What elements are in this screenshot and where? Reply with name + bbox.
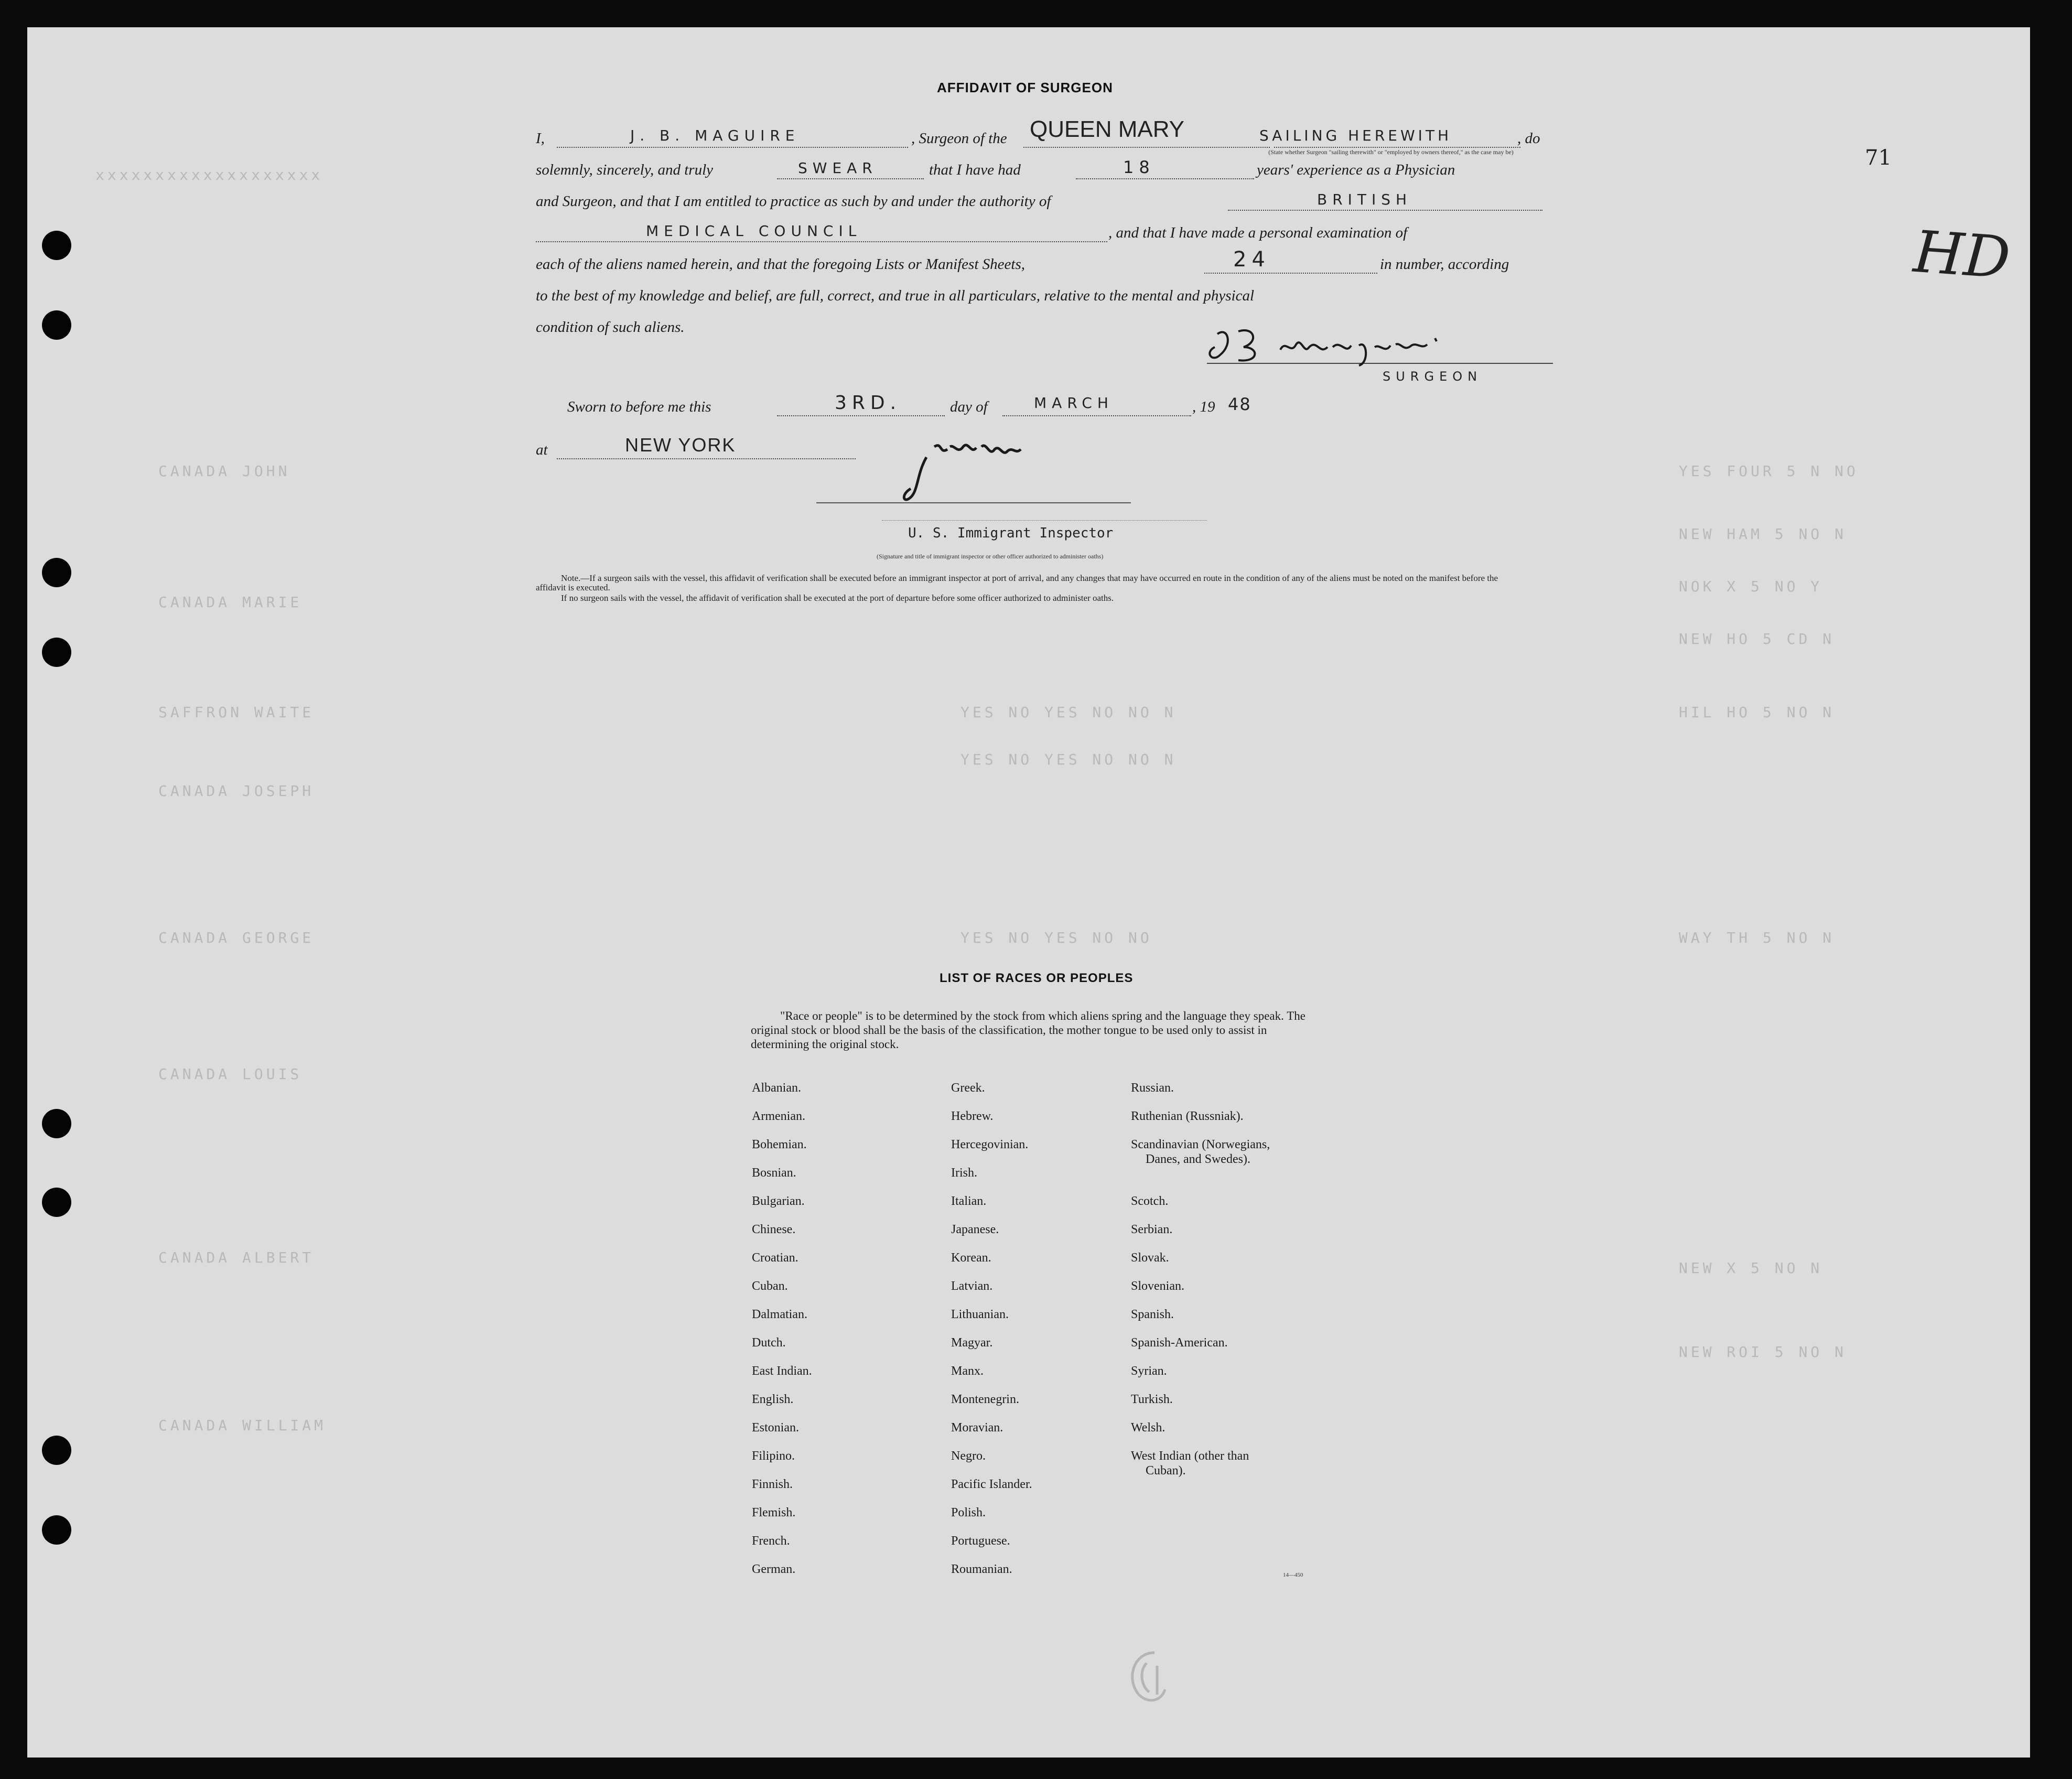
sworn-place: NEW YORK [625, 434, 736, 456]
surgeon-label: SURGEON [1383, 369, 1483, 384]
ship-line [1023, 147, 1270, 148]
place-line [557, 458, 856, 459]
bleed-through-text: CANADA MARIE [158, 594, 303, 611]
binder-hole [42, 1109, 71, 1138]
document-page [27, 27, 2030, 1758]
bleed-through-text: YES NO YES NO NO N [961, 751, 1177, 768]
binder-hole [42, 231, 71, 260]
note-surgeon-sails: Note.—If a surgeon sails with the vessel, this affidavit of verification shall be executed before an immigrant inspector at port of arrival, and any changes that may have occurred en route in the condition of any of the aliens must be noted on the manifest before the affidavit is executed. [536, 573, 1498, 592]
bleed-through-text: YES NO YES NO NO [961, 929, 1152, 946]
race-item: French. [752, 1534, 790, 1548]
race-item: Albanian. [752, 1081, 801, 1095]
race-item: Scotch. [1131, 1194, 1169, 1208]
inspector-title: U. S. Immigrant Inspector [908, 525, 1114, 541]
inspector-signature [898, 426, 1055, 507]
race-item: Pacific Islander. [951, 1478, 1032, 1491]
binder-hole [42, 1436, 71, 1465]
race-item: Moravian. [951, 1421, 1003, 1435]
race-item: Slovenian. [1131, 1279, 1184, 1293]
bleed-through-text: xxxxxxxxxxxxxxxxxxx [95, 166, 323, 184]
race-item: English. [752, 1393, 794, 1406]
sheets-line [1204, 273, 1377, 274]
sailing-note: (State whether Surgeon "sailing therewith" or "employed by owners thereof," as the case may be) [1268, 148, 1514, 156]
race-item: Polish. [951, 1506, 986, 1519]
race-item: West Indian (other than [1131, 1449, 1249, 1463]
text-personal-exam: , and that I have made a personal examination of [1108, 224, 1408, 241]
race-item: Syrian. [1131, 1364, 1167, 1378]
race-item: Flemish. [752, 1506, 796, 1519]
text-to-the-best: to the best of my knowledge and belief, are full, correct, and true in all particulars, relative to the mental and physical [536, 287, 1255, 304]
race-item: Estonian. [752, 1421, 799, 1435]
bleed-through-text: NOK X 5 NO Y [1679, 578, 1823, 595]
race-item: Hebrew. [951, 1109, 994, 1123]
race-item: Manx. [951, 1364, 984, 1378]
text-at: at [536, 441, 548, 458]
text-sworn: Sworn to before me this [567, 398, 711, 415]
bleed-through-text: SAFFRON WAITE [158, 704, 315, 721]
race-item: Chinese. [752, 1223, 796, 1236]
races-intro: "Race or people" is to be determined by the stock from which aliens spring and the language they speak. The original stock or blood shall be the basis of the classification, the mother tongue to be used only to assist in determining the original stock. [751, 1009, 1305, 1051]
page-number: 71 [1865, 146, 1892, 170]
race-item: German. [752, 1562, 796, 1576]
form-number: 14—450 [1283, 1572, 1303, 1578]
race-item: Danes, and Swedes). [1146, 1152, 1250, 1166]
sworn-month: MARCH [1034, 394, 1114, 412]
corner-mark: HD [1911, 218, 2013, 292]
binder-hole [42, 310, 71, 340]
years-line [1076, 178, 1254, 179]
race-item: Dutch. [752, 1336, 786, 1350]
bleed-through-text: CANADA JOSEPH [158, 782, 315, 800]
faint-stamp [1118, 1642, 1175, 1713]
race-item: Turkish. [1131, 1393, 1173, 1406]
bleed-through-text: NEW HAM 5 NO N [1679, 525, 1847, 543]
text-solemnly: solemnly, sincerely, and truly [536, 161, 714, 178]
races-title: LIST OF RACES OR PEOPLES [940, 971, 1134, 985]
inspector-caption: (Signature and title of immigrant inspector or other officer authorized to administer oaths) [877, 553, 1104, 560]
surgeon-name: J. B. MAGUIRE [630, 127, 800, 144]
race-item: Lithuanian. [951, 1308, 1009, 1321]
inspector-top-rule [816, 502, 1131, 503]
race-item: Portuguese. [951, 1534, 1010, 1548]
binder-hole [42, 1188, 71, 1217]
race-item: Bohemian. [752, 1138, 807, 1151]
sailing-line [1274, 147, 1520, 148]
race-item: Slovak. [1131, 1251, 1169, 1265]
race-item: Armenian. [752, 1109, 805, 1123]
sailing-status: SAILING HEREWITH [1259, 127, 1452, 144]
authority-1: BRITISH [1317, 191, 1412, 208]
race-item: Finnish. [752, 1478, 793, 1491]
sheets-value: 24 [1233, 247, 1270, 272]
text-that-i-have-had: that I have had [929, 161, 1021, 178]
years-value: 18 [1123, 157, 1155, 177]
race-item: Spanish-American. [1131, 1336, 1228, 1350]
race-item: Italian. [951, 1194, 987, 1208]
text-day-of: day of [950, 398, 988, 415]
authority-line-1 [1228, 210, 1542, 211]
text-in-number: in number, according [1380, 256, 1509, 273]
race-item: Roumanian. [951, 1562, 1012, 1576]
race-item: East Indian. [752, 1364, 812, 1378]
authority-2: MEDICAL COUNCIL [646, 222, 862, 240]
surgeon-signature [1196, 324, 1480, 373]
inspector-signature-line [882, 520, 1207, 521]
race-item: Japanese. [951, 1223, 999, 1236]
bleed-through-text: NEW HO 5 CD N [1679, 630, 1835, 648]
text-i: I, [536, 130, 545, 147]
bleed-through-text: YES FOUR 5 N NO [1679, 462, 1859, 480]
bleed-through-text: NEW ROI 5 NO N [1679, 1343, 1847, 1361]
binder-hole [42, 558, 71, 587]
text-do: , do [1517, 130, 1540, 147]
text-and-surgeon: and Surgeon, and that I am entitled to practice as such by and under the authority of [536, 193, 1051, 210]
race-item: Dalmatian. [752, 1308, 807, 1321]
bleed-through-text: WAY TH 5 NO N [1679, 929, 1835, 946]
month-line [1002, 415, 1191, 416]
race-item: Irish. [951, 1166, 977, 1180]
oath-word: SWEAR [798, 159, 878, 177]
sworn-year: 48 [1228, 394, 1251, 414]
day-line [777, 415, 945, 416]
ship-name: QUEEN MARY [1030, 116, 1185, 142]
text-years-experience: years' experience as a Physician [1257, 161, 1455, 178]
surgeon-name-line [557, 147, 908, 148]
text-year-prefix: , 19 [1192, 398, 1215, 415]
race-item: Latvian. [951, 1279, 993, 1293]
race-item: Russian. [1131, 1081, 1174, 1095]
note-no-surgeon: If no surgeon sails with the vessel, the affidavit of verification shall be executed at the port of departure before some officer authorized to administer oaths. [561, 593, 1114, 603]
bleed-through-text: CANADA ALBERT [158, 1249, 315, 1266]
race-item: Cuban). [1146, 1464, 1186, 1478]
race-item: Filipino. [752, 1449, 795, 1463]
race-item: Bosnian. [752, 1166, 796, 1180]
affidavit-title: AFFIDAVIT OF SURGEON [937, 80, 1113, 95]
bleed-through-text: NEW X 5 NO N [1679, 1259, 1823, 1277]
race-item: Hercegovinian. [951, 1138, 1029, 1151]
authority-line-2 [536, 241, 1107, 242]
bleed-through-text: CANADA JOHN [158, 462, 290, 480]
text-each-of: each of the aliens named herein, and that the foregoing Lists or Manifest Sheets, [536, 256, 1025, 273]
race-item: Negro. [951, 1449, 986, 1463]
race-item: Korean. [951, 1251, 991, 1265]
race-item: Ruthenian (Russniak). [1131, 1109, 1244, 1123]
binder-hole [42, 638, 71, 667]
bleed-through-text: CANADA GEORGE [158, 929, 315, 946]
race-item: Greek. [951, 1081, 985, 1095]
bleed-through-text: CANADA LOUIS [158, 1065, 303, 1083]
race-item: Montenegrin. [951, 1393, 1019, 1406]
bleed-through-text: YES NO YES NO NO N [961, 704, 1177, 721]
text-condition: condition of such aliens. [536, 319, 685, 336]
race-item: Croatian. [752, 1251, 798, 1265]
race-item: Spanish. [1131, 1308, 1174, 1321]
oath-line [777, 178, 924, 179]
bleed-through-text: HIL HO 5 NO N [1679, 704, 1835, 721]
bleed-through-text: CANADA WILLIAM [158, 1417, 327, 1434]
race-item: Welsh. [1131, 1421, 1166, 1435]
sworn-day: 3RD. [835, 392, 902, 414]
race-item: Cuban. [752, 1279, 788, 1293]
race-item: Scandinavian (Norwegians, [1131, 1138, 1270, 1151]
race-item: Bulgarian. [752, 1194, 805, 1208]
text-surgeon-of-the: , Surgeon of the [911, 130, 1007, 147]
race-item: Serbian. [1131, 1223, 1173, 1236]
race-item: Magyar. [951, 1336, 993, 1350]
binder-hole [42, 1515, 71, 1545]
